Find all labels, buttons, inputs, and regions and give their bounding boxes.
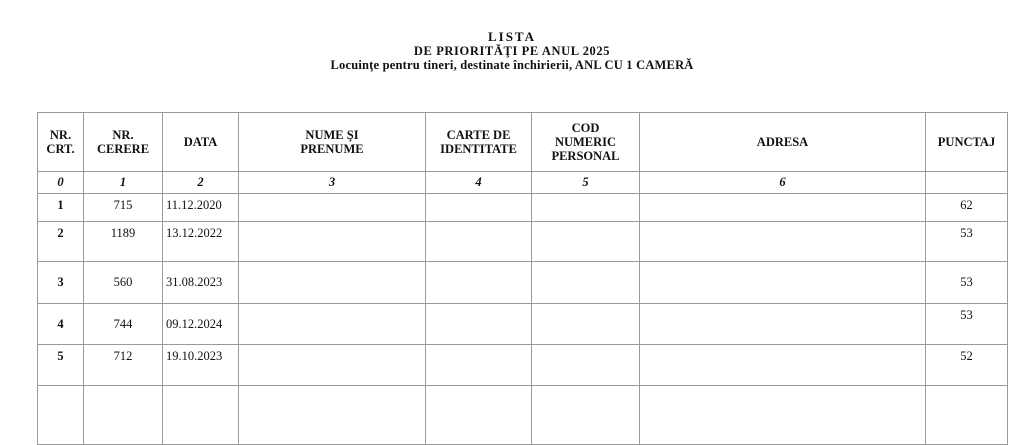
col-header-nr-crt: NR. CRT. <box>38 113 84 172</box>
cell-carte-identitate <box>426 222 532 262</box>
cell-adresa <box>640 345 926 386</box>
index-cell: 0 <box>38 172 84 194</box>
cell-nume <box>239 304 426 345</box>
table-row <box>38 262 1008 304</box>
cell-cnp <box>532 222 640 262</box>
index-cell: 4 <box>426 172 532 194</box>
cell-data: 31.08.2023 <box>163 262 239 304</box>
col-header-nr-cerere: NR. CERERE <box>84 113 163 172</box>
table-row <box>38 222 1008 262</box>
index-cell: 1 <box>84 172 163 194</box>
cell-nume <box>239 345 426 386</box>
cell-adresa <box>640 194 926 222</box>
cell-nume <box>239 222 426 262</box>
empty-cell <box>239 386 426 445</box>
cell-punctaj: 53 <box>926 262 1008 304</box>
table-row <box>38 345 1008 386</box>
cell-nr-cerere: 715 <box>84 194 163 222</box>
empty-cell <box>926 386 1008 445</box>
empty-cell <box>163 386 239 445</box>
cell-data: 11.12.2020 <box>163 194 239 222</box>
cell-punctaj: 52 <box>926 345 1008 386</box>
col-header-data: DATA <box>163 113 239 172</box>
index-cell: 3 <box>239 172 426 194</box>
cell-punctaj: 62 <box>926 194 1008 222</box>
col-header-adresa: ADRESA <box>640 113 926 172</box>
cell-nume <box>239 194 426 222</box>
col-header-nume: NUME ŞI PRENUME <box>239 113 426 172</box>
title-line-3: Locuinţe pentru tineri, destinate închirierii, ANL CU 1 CAMERĂ <box>330 58 694 72</box>
cell-cnp <box>532 194 640 222</box>
title-line-2: DE PRIORITĂŢI PE ANUL 2025 <box>413 44 611 58</box>
index-cell: 5 <box>532 172 640 194</box>
cell-nr-cerere: 1189 <box>84 222 163 262</box>
cell-nr-crt: 2 <box>38 222 84 262</box>
cell-carte-identitate <box>426 262 532 304</box>
table-row <box>38 304 1008 345</box>
title-line-1: LISTA <box>487 29 537 44</box>
cell-nr-cerere: 744 <box>84 304 163 345</box>
cell-adresa <box>640 222 926 262</box>
cell-cnp <box>532 262 640 304</box>
column-index-row <box>38 172 1008 194</box>
index-cell: 6 <box>640 172 926 194</box>
empty-cell <box>640 386 926 445</box>
table-row <box>38 194 1008 222</box>
cell-punctaj: 53 <box>926 304 1008 345</box>
cell-data: 13.12.2022 <box>163 222 239 262</box>
col-header-cnp: COD NUMERIC PERSONAL <box>532 113 640 172</box>
header-row <box>38 113 1008 172</box>
cell-nr-cerere: 712 <box>84 345 163 386</box>
cell-carte-identitate <box>426 345 532 386</box>
empty-cell <box>532 386 640 445</box>
empty-cell <box>426 386 532 445</box>
cell-carte-identitate <box>426 194 532 222</box>
cell-cnp <box>532 304 640 345</box>
cell-punctaj: 53 <box>926 222 1008 262</box>
cell-adresa <box>640 304 926 345</box>
cell-carte-identitate <box>426 304 532 345</box>
cell-nr-crt: 3 <box>38 262 84 304</box>
priority-table <box>37 112 1008 445</box>
cell-data: 09.12.2024 <box>163 304 239 345</box>
cell-nr-crt: 5 <box>38 345 84 386</box>
empty-cell <box>38 386 84 445</box>
cell-cnp <box>532 345 640 386</box>
cell-nr-crt: 4 <box>38 304 84 345</box>
cell-data: 19.10.2023 <box>163 345 239 386</box>
col-header-carte-identitate: CARTE DE IDENTITATE <box>426 113 532 172</box>
cell-nume <box>239 262 426 304</box>
index-cell <box>926 172 1008 194</box>
cell-nr-cerere: 560 <box>84 262 163 304</box>
cell-nr-crt: 1 <box>38 194 84 222</box>
col-header-punctaj: PUNCTAJ <box>926 113 1008 172</box>
document-title <box>0 30 1024 72</box>
empty-row <box>38 386 1008 445</box>
empty-cell <box>84 386 163 445</box>
cell-adresa <box>640 262 926 304</box>
index-cell: 2 <box>163 172 239 194</box>
